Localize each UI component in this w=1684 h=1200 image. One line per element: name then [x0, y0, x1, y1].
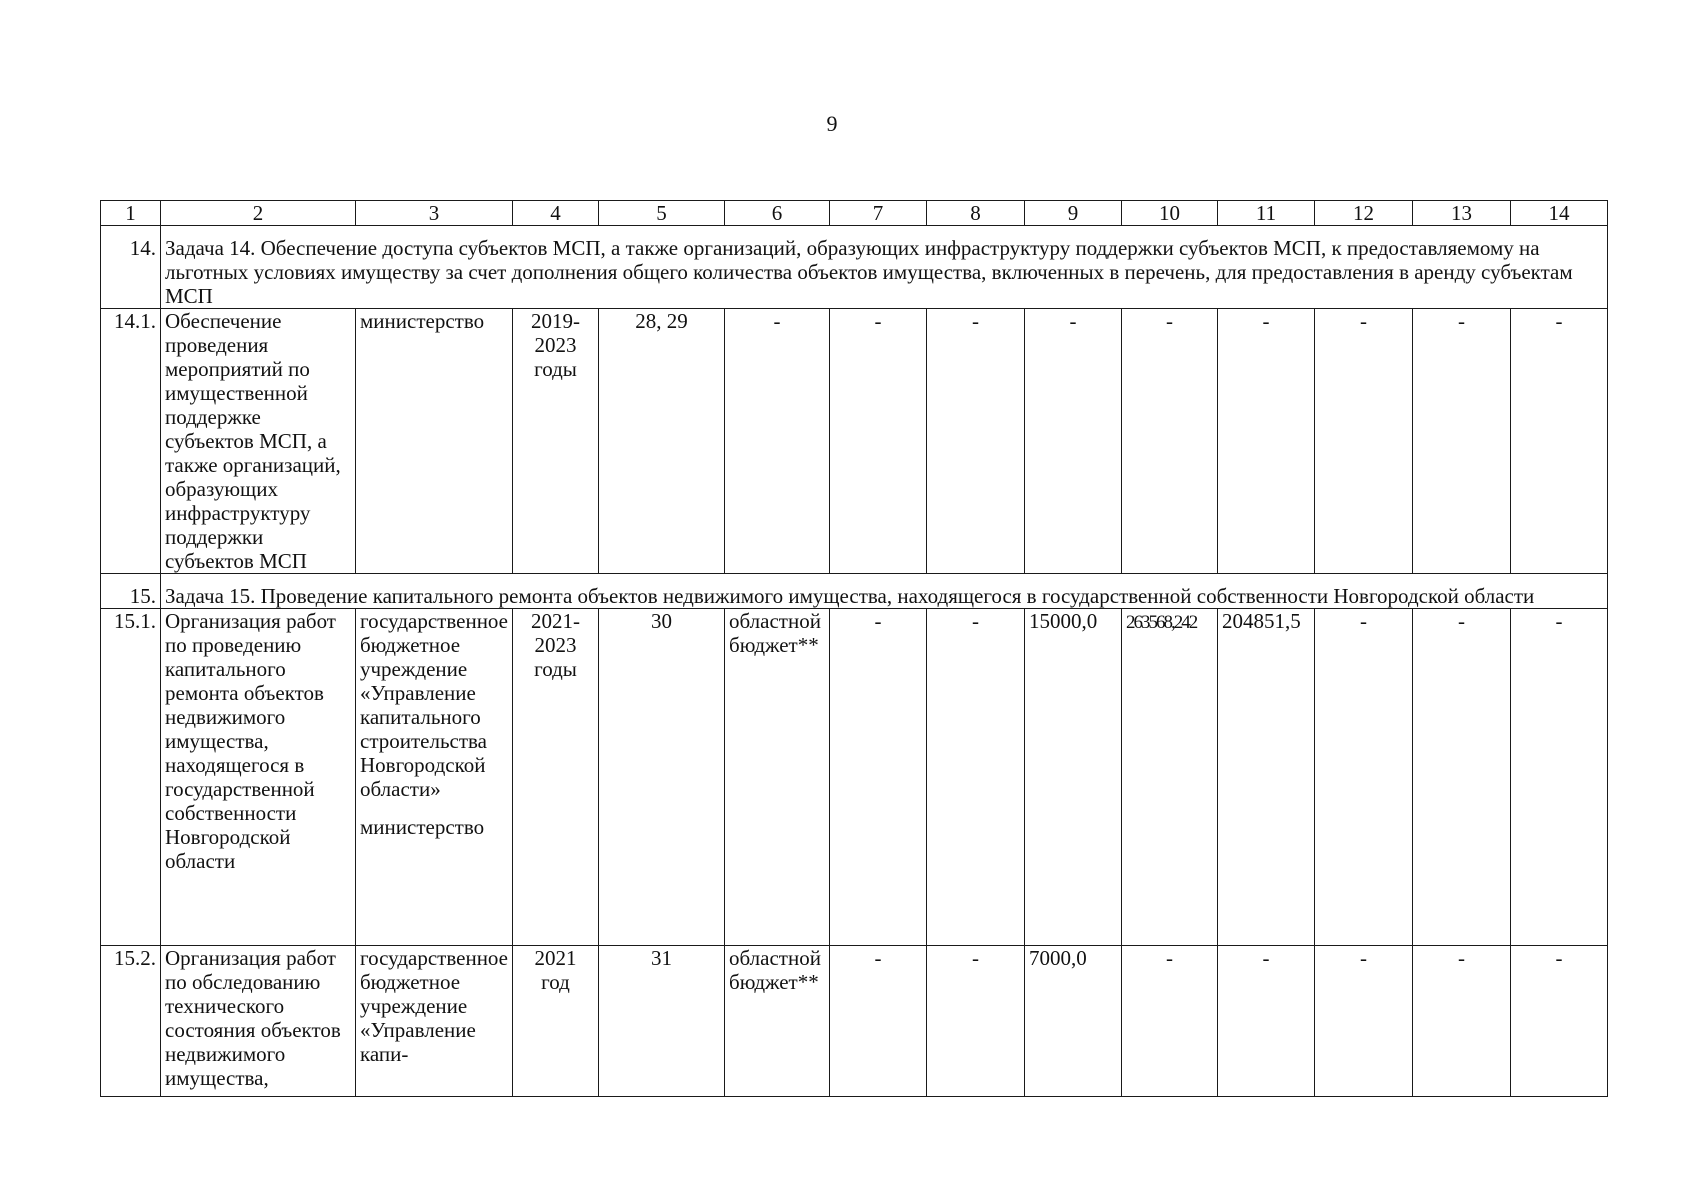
- cell-value: -: [830, 609, 927, 946]
- cell-value: -: [1218, 309, 1315, 574]
- column-number: 2: [161, 201, 356, 226]
- funding-amount: 7000,0: [1025, 946, 1122, 1097]
- cell-value: -: [1413, 309, 1511, 574]
- column-number: 11: [1218, 201, 1315, 226]
- executor: государственное бюджетное учреждение «Управление капи-: [356, 946, 513, 1097]
- item-number: 15.2.: [101, 946, 161, 1097]
- period: [513, 946, 599, 1097]
- table-row: [101, 946, 1608, 1097]
- column-number: 10: [1122, 201, 1218, 226]
- cell-value: -: [1511, 309, 1608, 574]
- funding-amount: 15000,0: [1025, 609, 1122, 946]
- funding-source: областной бюджет**: [725, 946, 830, 1097]
- column-number: 1: [101, 201, 161, 226]
- column-number: 8: [927, 201, 1025, 226]
- cell-value: -: [927, 946, 1025, 1097]
- cell-value: -: [1218, 946, 1315, 1097]
- activity-name: Организация работ по обследованию технического состояния объектов недвижимого имущества,: [161, 946, 356, 1097]
- item-number: 14.1.: [101, 309, 161, 574]
- cell-value: -: [1315, 609, 1413, 946]
- activity-name: Организация работ по проведению капитального ремонта объектов недвижимого имущества, находящегося в государственной собственности Новгородской области: [161, 609, 356, 946]
- cell-value: -: [1025, 309, 1122, 574]
- funding-source: -: [725, 309, 830, 574]
- task-number: 14.: [101, 226, 161, 309]
- column-number: 13: [1413, 201, 1511, 226]
- table-row: [101, 609, 1608, 946]
- column-number: 14: [1511, 201, 1608, 226]
- task-title: Задача 14. Обеспечение доступа субъектов МСП, а также организаций, образующих инфраструктуру поддержки субъектов МСП, к предоставляемому на льготных условиях имуществу за счет дополнения общего количества объектов имущества, включенных в перечень, для предоставления в аренду субъектам МСП: [161, 226, 1608, 309]
- funding-amount-text: 263568,242: [1126, 612, 1197, 633]
- executor: министерство: [356, 309, 513, 574]
- period-line: годы: [534, 657, 577, 681]
- cell-value: -: [927, 609, 1025, 946]
- column-number: 12: [1315, 201, 1413, 226]
- cell-value: -: [1122, 309, 1218, 574]
- period: [513, 609, 599, 946]
- cell-value: -: [1413, 946, 1511, 1097]
- cell-value: -: [830, 946, 927, 1097]
- cell-value: -: [927, 309, 1025, 574]
- period: [513, 309, 599, 574]
- column-number: 4: [513, 201, 599, 226]
- item-number: 15.1.: [101, 609, 161, 946]
- funding-amount: [1122, 609, 1218, 946]
- column-number: 9: [1025, 201, 1122, 226]
- column-number: 5: [599, 201, 725, 226]
- activity-name: Обеспечение проведения мероприятий по имущественной поддержке субъектов МСП, а также организаций, образующих инфраструктуру поддержки субъектов МСП: [161, 309, 356, 574]
- column-number: 6: [725, 201, 830, 226]
- target-indicators: 28, 29: [599, 309, 725, 574]
- cell-value: -: [1511, 609, 1608, 946]
- task-row-15: [101, 574, 1608, 609]
- cell-value: -: [1315, 309, 1413, 574]
- funding-source: областной бюджет**: [725, 609, 830, 946]
- executor-secondary: министерство: [360, 815, 485, 839]
- period-line: 2023: [534, 333, 577, 357]
- target-indicators: 30: [599, 609, 725, 946]
- activities-table: [100, 200, 1608, 1097]
- period-line: годы: [534, 357, 577, 381]
- task-title: Задача 15. Проведение капитального ремонта объектов недвижимого имущества, находящегося в государственной собственности Новгородской области: [161, 574, 1608, 609]
- executor: [356, 609, 513, 946]
- cell-value: -: [1413, 609, 1511, 946]
- task-number: 15.: [101, 574, 161, 609]
- column-number: 7: [830, 201, 927, 226]
- period-line: год: [541, 970, 570, 994]
- column-numbers-row: [101, 201, 1608, 226]
- period-line: 2021-: [531, 609, 581, 633]
- target-indicators: 31: [599, 946, 725, 1097]
- cell-value: -: [830, 309, 927, 574]
- table-row: [101, 309, 1608, 574]
- page-number: 9: [826, 111, 838, 136]
- cell-value: -: [1511, 946, 1608, 1097]
- column-number: 3: [356, 201, 513, 226]
- cell-value: -: [1122, 946, 1218, 1097]
- funding-amount: 204851,5: [1218, 609, 1315, 946]
- period-line: 2023: [534, 633, 577, 657]
- task-row-14: [101, 226, 1608, 309]
- executor-primary: государственное бюджетное учреждение «Управление капитального строительства Новгородской области»: [360, 609, 509, 801]
- cell-value: -: [1315, 946, 1413, 1097]
- period-line: 2021: [534, 946, 577, 970]
- period-line: 2019-: [531, 309, 581, 333]
